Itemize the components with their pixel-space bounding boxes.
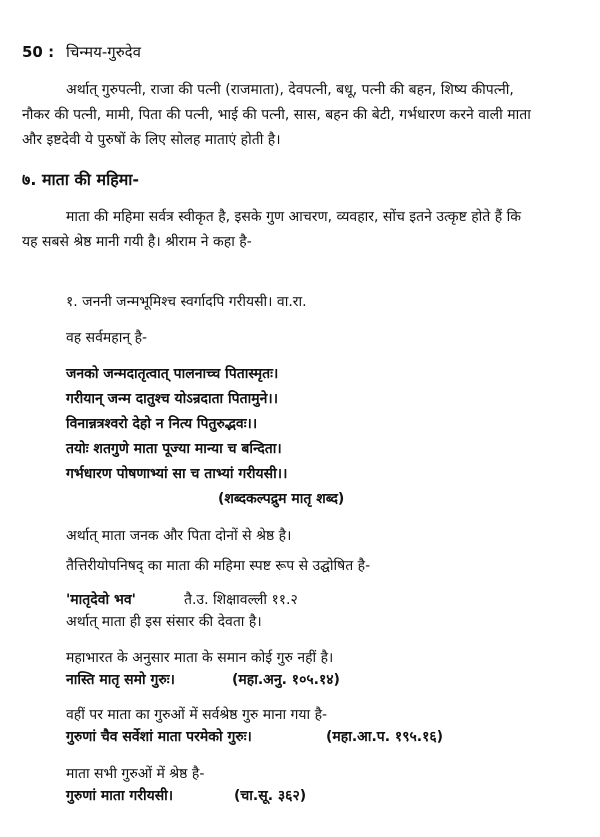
mata-devata-line: अर्थात् माता ही इस संसार की देवता है।: [66, 614, 262, 630]
shloka-line-1: जनको जन्मदातृत्वात् पालनाच्च पितास्मृतः।: [66, 366, 279, 382]
para1-line1: अर्थात् गुरुपत्नी, राजा की पत्नी (राजमाता), देवपत्नी, बधू, पत्नी की बहन, शिष्य कीपत्नी,: [66, 82, 514, 98]
nasti-source: (महा.अनु. १०५.१४): [232, 672, 340, 688]
para2-line1: माता की महिमा सर्वत्र स्वीकृत है, इसके गुण आचरण, व्यवहार, सोंच इतने उत्कृष्ट होते हैं कि: [66, 209, 521, 225]
shloka-source: (शब्दकल्पद्रुम मातृ शब्द): [218, 491, 345, 507]
mahabharata-line: महाभारत के अनुसार माता के समान कोई गुरु नहीं है।: [66, 650, 334, 666]
matridevo-bhava: 'मातृदेवो भव': [66, 592, 136, 608]
sarvashreshtha-line: वहीं पर माता का गुरुओं में सर्वश्रेष्ठ गुरु माना गया है-: [66, 707, 328, 723]
shloka-line-4: तयोः शतगुणे माता पूज्या मान्या च बन्दिता।: [66, 441, 282, 457]
taittiriya-line: तैत्तिरीयोपनिषद् का माता की महिमा स्पष्ट रूप से उद्घोषित है-: [66, 558, 371, 574]
para1-line2: नौकर की पत्नी, मामी, पिता की पत्नी, भाई की पत्नी, सास, बहन की बेटी, गर्भधारण करने वाली माता: [22, 107, 531, 123]
para1-line3: और इष्टदेवी ये पुरुषों के लिए सोलह माताएं होती है।: [22, 132, 281, 148]
gurunam-mata-source: (चा.सू. ३६२): [234, 788, 307, 804]
shreshtha-line: माता सभी गुरुओं में श्रेष्ठ है-: [66, 766, 205, 782]
gurunam-chaiva-verse: गुरुणां चैव सर्वेशां माता परमेको गुरुः।: [66, 729, 252, 745]
nasti-verse: नास्ति मातृ समो गुरुः।: [66, 672, 175, 688]
shloka-line-5: गर्भधारण पोषणाभ्यां सा च ताभ्यां गरीयसी।।: [66, 466, 288, 482]
gurunam-chaiva-source: (महा.आ.प. १९५.१६): [326, 729, 444, 745]
page-number: 50 :: [22, 43, 55, 61]
section-heading: ७. माता की महिमा-: [22, 170, 140, 189]
running-title: चिन्मय-गुरुदेव: [66, 43, 141, 61]
gurunam-mata-verse: गुरुणां माता गरीयसी।: [66, 788, 174, 804]
matridevo-source: तै.उ. शिक्षावल्ली ११.२: [184, 592, 298, 608]
para2-line2: यह सबसे श्रेष्ठ मानी गयी है। श्रीराम ने कहा है-: [22, 234, 252, 250]
intro-sarvamahan: वह सर्वमहान् है-: [66, 330, 148, 346]
quote1-verse: १. जननी जन्मभूमिश्च स्वर्गादपि गरीयसी। वा.रा.: [66, 294, 307, 310]
shloka-line-3: विनान्नत्रश्वरो देहो न नित्य पितुरुद्भवः।।: [66, 416, 258, 432]
shloka-line-2: गरीयान् जन्म दातुश्च योऽन्रदाता पितामुने।।: [66, 391, 278, 407]
meaning-line: अर्थात् माता जनक और पिता दोनों से श्रेष्ठ है।: [66, 528, 292, 544]
